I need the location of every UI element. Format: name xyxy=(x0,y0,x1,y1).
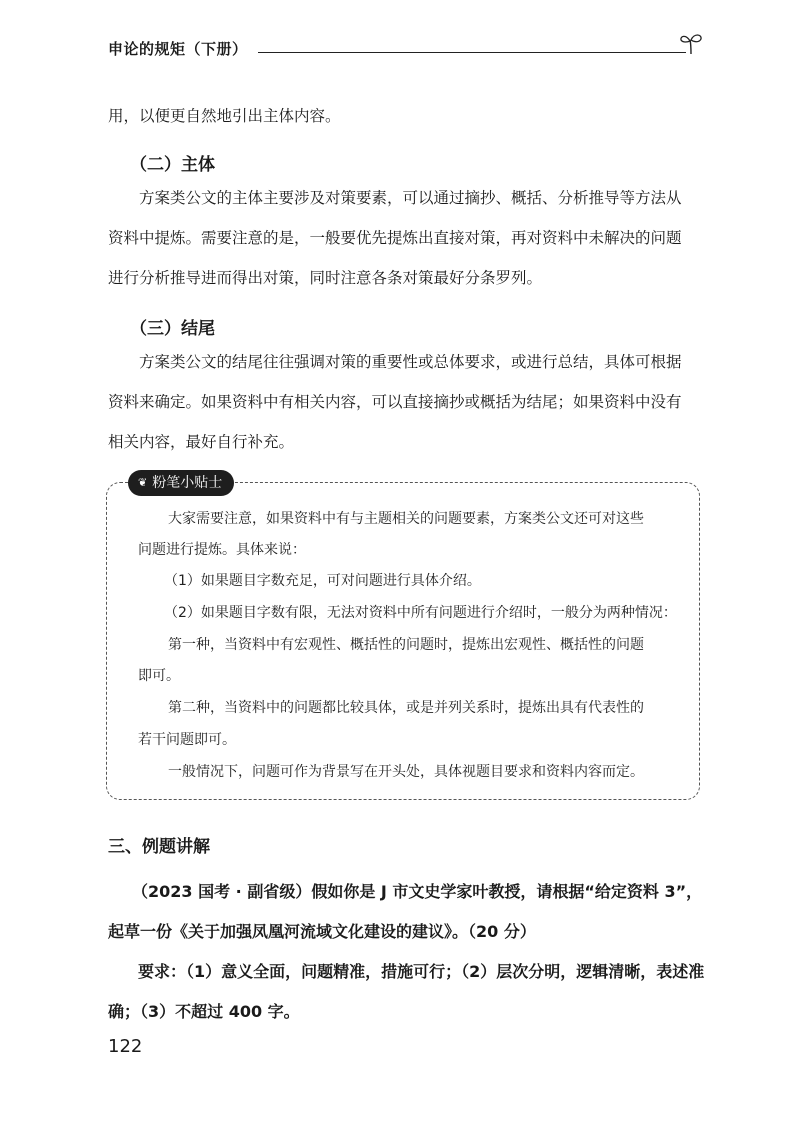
leaf-icon: ❦ xyxy=(138,476,147,489)
body-paragraph-line: 资料中提炼。需要注意的是，一般要优先提炼出直接对策，再对资料中未解决的问题 xyxy=(108,229,682,247)
intro-continuation: 用，以便更自然地引出主体内容。 xyxy=(108,107,341,125)
running-header xyxy=(108,38,704,62)
tips-tag-label: 粉笔小贴士 xyxy=(152,475,223,491)
section-heading-body: （二）主体 xyxy=(130,155,215,175)
body-paragraph-line: 进行分析推导进而得出对策，同时注意各条对策最好分条罗列。 xyxy=(108,269,543,287)
section-heading-ending: （三）结尾 xyxy=(130,319,215,339)
tip-line: 一般情况下，问题可作为背景写在开头处，具体视题目要求和资料内容而定。 xyxy=(168,764,644,780)
example-line: 要求：（1）意义全面，问题精准，措施可行；（2）层次分明，逻辑清晰，表述准 xyxy=(138,962,705,981)
tips-tag xyxy=(128,470,234,496)
tip-line: （2）如果题目字数有限，无法对资料中所有问题进行介绍时，一般分为两种情况： xyxy=(164,605,677,621)
body-paragraph-line: 方案类公文的结尾往往强调对策的重要性或总体要求，或进行总结，具体可根据 xyxy=(139,353,682,371)
sprout-icon xyxy=(678,30,704,56)
section-title-example: 三、例题讲解 xyxy=(108,837,210,857)
tip-line: 大家需要注意，如果资料中有与主题相关的问题要素，方案类公文还可对这些 xyxy=(168,511,644,527)
tip-line: 即可。 xyxy=(138,668,180,684)
tip-line: 问题进行提炼。具体来说： xyxy=(138,542,306,558)
example-line: 起草一份《关于加强凤凰河流域文化建设的建议》。（20 分） xyxy=(108,922,536,941)
example-line: 确；（3）不超过 400 字。 xyxy=(108,1002,300,1021)
tip-line: 第二种，当资料中的问题都比较具体，或是并列关系时，提炼出具有代表性的 xyxy=(168,700,644,716)
running-title: 申论的规矩（下册） xyxy=(108,38,252,59)
header-rule xyxy=(258,52,686,53)
example-line: （2023 国考 · 副省级）假如你是 J 市文史学家叶教授，请根据“给定资料 3”， xyxy=(132,882,703,901)
body-paragraph-line: 资料来确定。如果资料中有相关内容，可以直接摘抄或概括为结尾；如果资料中没有 xyxy=(108,393,682,411)
body-paragraph-line: 方案类公文的主体主要涉及对策要素，可以通过摘抄、概括、分析推导等方法从 xyxy=(139,189,682,207)
body-paragraph-line: 相关内容，最好自行补充。 xyxy=(108,433,295,451)
tip-line: 第一种，当资料中有宏观性、概括性的问题时，提炼出宏观性、概括性的问题 xyxy=(168,637,644,653)
tip-line: 若干问题即可。 xyxy=(138,732,236,748)
page-number: 122 xyxy=(108,1036,143,1057)
tip-line: （1）如果题目字数充足，可对问题进行具体介绍。 xyxy=(164,573,481,589)
